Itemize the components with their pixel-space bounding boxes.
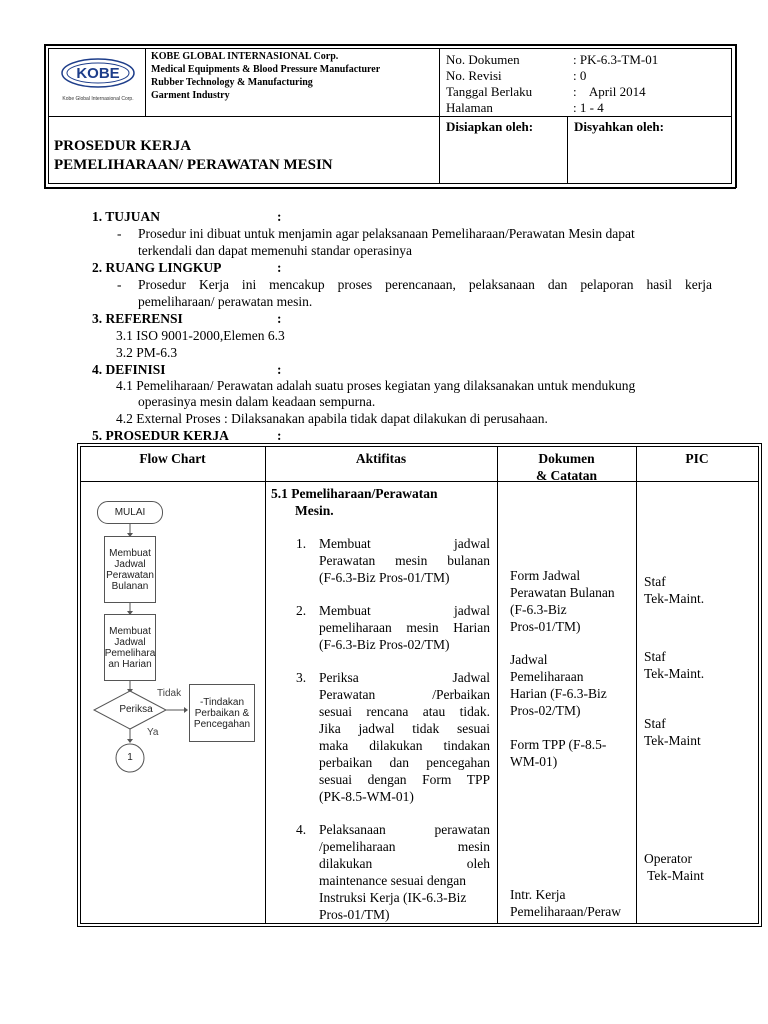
document-meta [446,52,726,116]
company-info [151,50,380,102]
step-line: maka dilakukan tindakan [319,738,490,753]
document-ref-3 [510,736,634,770]
document-line: Pros-01/TM) [510,619,581,634]
document-ref-1 [510,567,634,635]
step-number: 4. [296,822,307,837]
flowchart-box-line: Pencegahan [193,718,251,730]
document-ref-2 [510,651,634,719]
section-heading-definisi: 4. DEFINISI [92,362,166,377]
flowchart-box-line: Membuat [109,547,151,559]
flowchart-start: MULAI [97,501,163,524]
document-line: Pros-02/TM) [510,703,581,718]
step-line: Pros-01/TM) [319,907,390,922]
step-number: 3. [296,670,307,685]
pic-line: Staf [644,649,666,664]
document-line: Harian (F-6.3-Biz [510,686,607,701]
ruang-text-line-1: Prosedur Kerja ini mencakup proses perencanaan, pelaksanaan dan pelaporan hasil kerja [138,277,712,292]
section-heading-ruang-lingkup: 2. RUANG LINGKUP [92,260,222,275]
flowchart-box-jadwal-harian [104,614,156,681]
step-line: (F-6.3-Biz Pros-01/TM) [319,570,450,585]
meta-label: No. Revisi [446,68,502,83]
step-line: Perawatan /Perbaikan [319,687,490,702]
approved-by-label: Disyahkan oleh: [574,119,664,134]
pic-line: Staf [644,716,666,731]
section-heading-tujuan: 1. TUJUAN [92,209,161,224]
activity-step-2 [319,602,490,653]
step-line: pemeliharaan mesin Harian [319,620,490,635]
column-header-dokumen [497,450,636,484]
title-line-1: PROSEDUR KERJA [54,138,192,154]
step-line: sesuai rencana atau tidak. [319,704,490,719]
activity-section-title-line-2: Mesin. [295,503,334,518]
meta-value: : PK-6.3-TM-01 [573,52,659,67]
pic-2 [644,648,704,682]
pic-line: Staf [644,574,666,589]
column-header-aktifitas: Aktifitas [355,451,407,466]
company-line-2: Medical Equipments & Blood Pressure Manufacturer [151,64,381,75]
document-line: Jadwal [510,652,548,667]
step-line: Jika jadwal tidak sesuai [319,721,490,736]
company-name: KOBE GLOBAL INTERNASIONAL Corp. [151,51,339,62]
company-line-3: Rubber Technology & Manufacturing [151,77,313,88]
section-colon: : [277,311,282,326]
flowchart-box-line: Membuat [109,625,151,637]
pic-3 [644,715,701,749]
step-line: (PK-8.5-WM-01) [319,789,414,804]
flowchart-no-label: Tidak [157,688,182,699]
step-line: Pelaksanaan perawatan [319,822,490,837]
section-colon: : [277,260,282,275]
flowchart-box-line: an Harian [108,658,152,670]
tujuan-text-line-2: terkendali dan dapat memenuhi standar operasinya [138,243,413,258]
prepared-by-label: Disiapkan oleh: [446,119,534,134]
document-line: WM-01) [510,754,558,769]
flowchart-box-line: Jadwal [114,636,146,648]
definition-1-line-1: 4.1 Pemeliharaan/ Perawatan adalah suatu proses kegiatan yang dilaksanakan untuk mendukung [116,378,636,393]
document-ref-4 [510,886,636,920]
step-line: maintenance sesuai dengan [319,873,466,888]
step-line: Instruksi Kerja (IK-6.3-Biz [319,890,467,905]
document-title [54,137,333,175]
document-line: Pemeliharaan/Peraw [510,904,621,919]
flowchart-box-line: -Tindakan [199,696,245,708]
flowchart-box-line: Bulanan [111,580,149,592]
flowchart-box-line: Perawatan [106,569,154,581]
flowchart-box-tindakan [189,684,255,742]
meta-value: : April 2014 [573,84,646,99]
reference-item-2: 3.2 PM-6.3 [116,345,178,360]
pic-line: Tek-Maint. [644,591,705,606]
step-number: 2. [296,603,307,618]
document-line: Form Jadwal [510,568,581,583]
document-line: Pemeliharaan [510,669,584,684]
activity-step-4 [319,821,490,923]
flowchart-box-line: Perbaikan & [194,707,250,719]
pic-line: Tek-Maint. [644,666,705,681]
activity-section-title-line-1: 5.1 Pemeliharaan/Perawatan [271,486,438,501]
pic-1 [644,573,704,607]
step-line: Membuat jadwal [319,603,490,618]
activity-step-3 [319,669,490,805]
step-line: dilakukan oleh [319,856,490,871]
pic-line: Tek-Maint [644,868,704,883]
document-line: Intr. Kerja [510,887,566,902]
bullet-dash: - [117,277,122,292]
column-header-dokumen-line-2: & Catatan [535,468,598,483]
title-line-2: PEMELIHARAAN/ PERAWATAN MESIN [54,157,333,173]
flowchart-decision-label: Periksa [119,704,153,715]
document-line: Perawatan Bulanan [510,585,615,600]
column-header-flowchart: Flow Chart [139,451,206,466]
svg-text:KOBE: KOBE [76,65,120,82]
pic-4 [644,850,704,884]
step-line: perbaikan dan pencegahan [319,755,490,770]
step-line: sesuai dengan Form TPP [319,772,490,787]
company-line-4: Garment Industry [151,90,230,101]
flowchart-box-line: Pemelihara [104,647,156,659]
meta-value: : 1 - 4 [573,100,604,115]
flowchart-connector-label: 1 [127,752,133,763]
step-line: Membuat jadwal [319,536,490,551]
meta-value: : 0 [573,68,587,83]
section-colon: : [277,209,282,224]
bullet-dash: - [117,226,122,241]
step-line: (F-6.3-Biz Pros-02/TM) [319,637,450,652]
flowchart-box-jadwal-bulanan [104,536,156,603]
ruang-text-line-2: pemeliharaan/ perawatan mesin. [138,294,313,309]
column-header-pic: PIC [685,451,709,466]
pic-line: Operator [644,851,692,866]
document-line: (F-6.3-Biz [510,602,567,617]
logo-caption: Kobe Global Internasional Corp. [62,96,134,102]
section-heading-prosedur: 5. PROSEDUR KERJA [92,428,229,443]
step-number: 1. [296,536,307,551]
meta-label: Halaman [446,100,493,115]
activity-section-title [271,485,437,519]
column-header-dokumen-line-1: Dokumen [538,451,595,466]
tujuan-text-line-1: Prosedur ini dibuat untuk menjamin agar pelaksanaan Pemeliharaan/Perawatan Mesin dapat [138,226,635,241]
flowchart-yes-label: Ya [147,727,159,738]
meta-label: No. Dokumen [446,52,520,67]
definition-2: 4.2 External Proses : Dilaksanakan apabila tidak dapat dilakukan di perusahaan. [116,411,548,426]
activity-step-1 [319,535,490,586]
meta-label: Tanggal Berlaku [446,84,533,99]
document-line: Form TPP (F-8.5- [510,737,607,752]
step-line: Periksa Jadwal [319,670,490,685]
step-line: Perawatan mesin bulanan [319,553,490,568]
section-heading-referensi: 3. REFERENSI [92,311,183,326]
pic-line: Tek-Maint [644,733,701,748]
section-colon: : [277,362,282,377]
section-colon: : [277,428,282,443]
step-line: /pemeliharaan mesin [319,839,490,854]
flowchart-box-line: Jadwal [114,558,146,570]
company-logo [58,56,138,102]
reference-item-1: 3.1 ISO 9001-2000,Elemen 6.3 [116,328,285,343]
definition-1-line-2: operasinya mesin dalam keadaan sempurna. [138,394,376,409]
